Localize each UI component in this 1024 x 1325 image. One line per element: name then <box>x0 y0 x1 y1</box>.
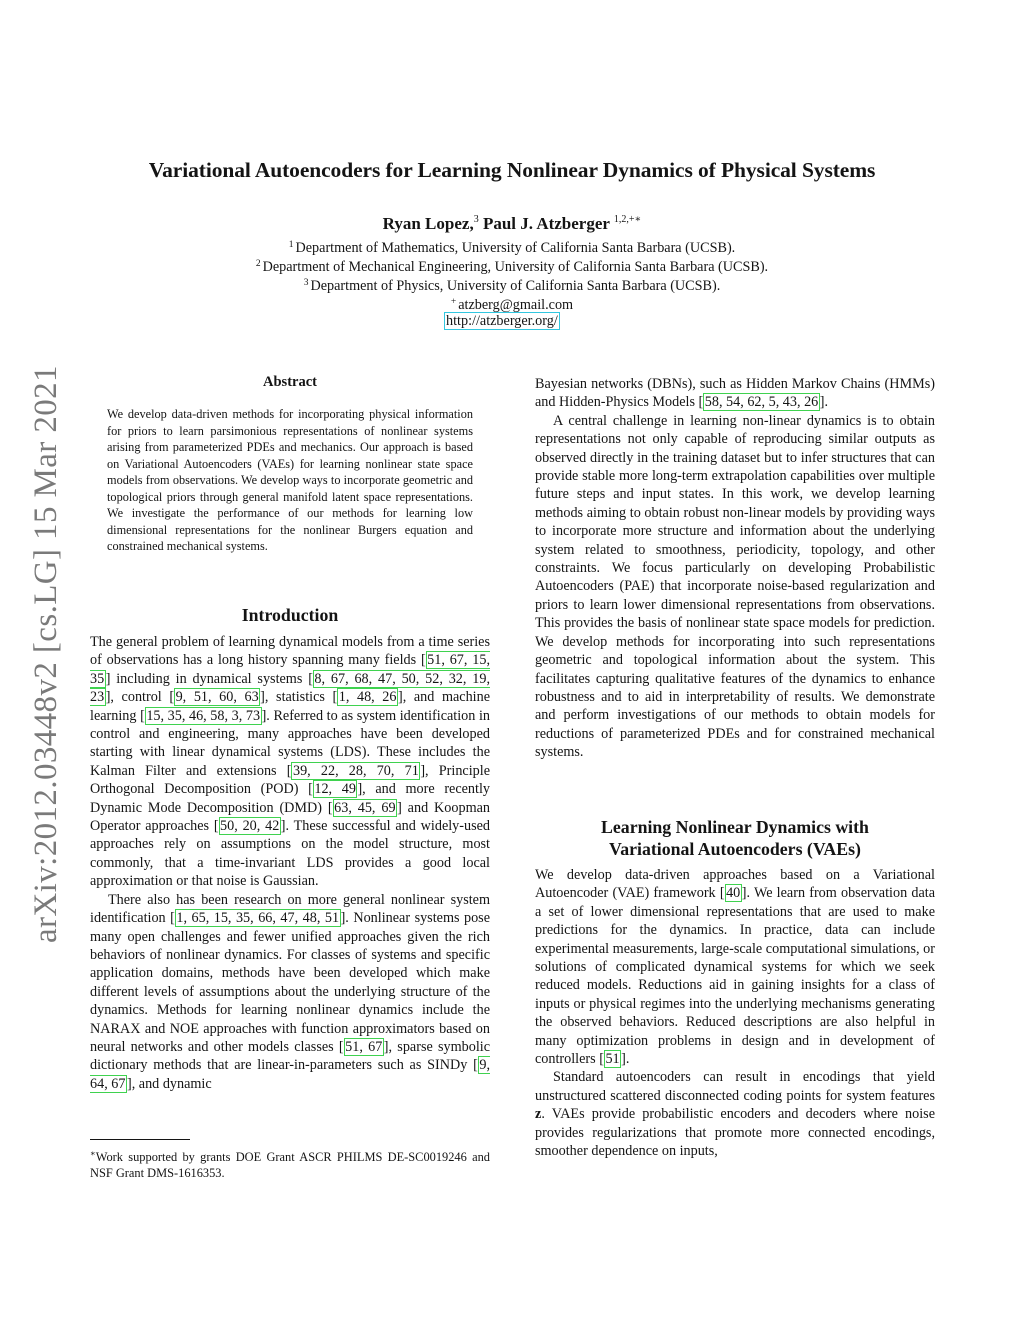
author-name: Paul J. Atzberger <box>482 214 610 233</box>
affiliation-number: 2 <box>255 259 261 269</box>
right-column-body-2 <box>535 866 935 1161</box>
author-line <box>0 210 1024 234</box>
affiliation-number: 3 <box>303 278 309 288</box>
footnote <box>90 1145 490 1181</box>
math-symbol: z <box>535 1106 542 1123</box>
text-run: Bayesian networks (DBNs), such as Hidden Markov Chains (HMMs) and Hidden-Physics Models [ <box>535 376 935 411</box>
paragraph <box>90 891 490 1093</box>
affiliation-number: 1 <box>288 240 294 250</box>
text-run: ], and machine learning [ <box>90 689 491 724</box>
paragraph: A central challenge in learning non-linear dynamics is to obtain representations not only capable of reproducing similar outputs as observed directly in the training dataset but to infer structures that can provide stable more long-term extrapolation capabilities over multiple future steps and input states. In this work, we develop learning methods aiming to obtain robust non-linear models by providing ways to incorporate more structure and information about the underlying system related to smoothness, periodicity, topology, and other constraints. We focus particularly on developing Probabilistic Autoencoders (PAE) that incorporate noise-based regularization and priors to learn lower dimensional representations from observations. This provides the basis of nonlinear state space models for prediction. We develop methods for incorporating into such representations geometric and topological information about the system. This facilitates capturing qualitative features of the dynamics to enhance robustness and to aid in interpretability of results. We demonstrate and perform investigations of our methods to obtain models for reductions of parameterized PDEs and for constrained mechanical systems. <box>535 412 935 761</box>
paper-title: Variational Autoencoders for Learning Nonlinear Dynamics of Physical Systems <box>148 158 876 182</box>
citation-link[interactable]: 9, 64, 67 <box>90 1057 490 1092</box>
affiliation <box>0 236 1024 257</box>
citation-link[interactable]: 12, 49 <box>314 781 356 798</box>
text-run: ]. We learn from observation data a set of lower dimensional representations that are used to make predictions for the dynamics. In practice, data can include experimental measurements, large-scale computational simulations, or solutions of complicated dynamical systems for which we seek reduced models. Reductions aid in gaining insights for a class of inputs or physical regimes into the underlying mechanisms generating the observed behaviors. Reduced descriptions are also helpful in many optimization problems in design and in development of controllers [ <box>535 885 935 1068</box>
right-column-body <box>535 375 935 762</box>
author-name: Ryan Lopez, <box>382 214 474 233</box>
author-affil-mark: 3 <box>473 214 479 225</box>
citation-link[interactable]: 9, 51, 60, 63 <box>175 689 259 706</box>
email-text: atzberg@gmail.com <box>458 297 574 313</box>
footnote-text: Work supported by grants DOE Grant ASCR PHILMS DE-SC0019246 and NSF Grant DMS-1616353. <box>90 1150 490 1180</box>
citation-link[interactable]: 1, 65, 15, 35, 66, 47, 48, 51 <box>176 910 340 927</box>
text-run: ] including in dynamical systems [ <box>105 670 313 687</box>
text-run: ]. These successful and widely-used approaches rely on assumptions on the model structure, most commonly, that a time-invariant LDS provides a good local approximation or that noise is Gaussian. <box>90 818 491 890</box>
paragraph <box>535 866 935 1068</box>
text-run: ], statistics [ <box>260 689 338 706</box>
abstract-heading: Abstract <box>263 374 317 390</box>
citation-link[interactable]: 15, 35, 46, 58, 3, 73 <box>146 707 261 724</box>
text-run: The general problem of learning dynamical models from a time series of observations has a long history spanning many fields [ <box>90 634 490 669</box>
text-run: ], and dynamic <box>126 1075 212 1092</box>
text-run: ], Principle Orthogonal Decomposition (POD) [ <box>90 762 490 798</box>
affiliation-number: + <box>450 297 457 307</box>
abstract-text: We develop data-driven methods for incorporating physical information for priors to learn parsimonious representations of nonlinear systems arising from parameterized PDEs and mechanics. Our approach is based on Variational Autoencoders (VAEs) for learning nonlinear state space models from observations. We develop ways to incorporate geometric and topological priors through general manifold latent space representations. We investigate the performance of our methods for learning low dimensional representations for the nonlinear Burgers equation and constrained mechanical systems. <box>107 407 473 553</box>
text-run: ], control [ <box>105 689 175 706</box>
author-affil-mark: 1,2,+∗ <box>613 214 642 225</box>
section-heading <box>535 816 935 860</box>
text-run: ]. <box>621 1051 630 1068</box>
paragraph <box>535 375 935 412</box>
citation-link[interactable]: 58, 54, 62, 5, 43, 26 <box>704 394 819 411</box>
citation-link[interactable]: 51, 67 <box>345 1038 383 1055</box>
left-column-body <box>90 633 490 1093</box>
citation-link[interactable]: 1, 48, 26 <box>338 689 397 706</box>
footnote-mark: ∗ <box>90 1148 96 1158</box>
affiliation-text: Department of Mechanical Engineering, University of California Santa Barbara (UCSB). <box>262 259 769 275</box>
paragraph <box>90 633 490 891</box>
text-run: ], sparse symbolic dictionary methods that are linear-in-parameters such as SINDy [ <box>90 1038 491 1074</box>
introduction-heading: Introduction <box>241 605 339 625</box>
homepage-link[interactable]: http://atzberger.org/ <box>446 313 558 329</box>
citation-link[interactable]: 39, 22, 28, 70, 71 <box>292 762 419 779</box>
affiliation-text: Department of Physics, University of California Santa Barbara (UCSB). <box>310 278 721 294</box>
text-run: There also has been research on more general nonlinear system identification [ <box>90 891 490 927</box>
citation-link[interactable]: 8, 67, 68, 47, 50, 52, 32, 19, 23 <box>90 670 490 706</box>
citation-link[interactable]: 63, 45, 69 <box>334 799 396 816</box>
text-run: . VAEs provide probabilistic encoders and decoders where noise provides regularizations that promote more connected encodings, smoother dependence on inputs, <box>535 1106 935 1160</box>
text-run: We develop data-driven approaches based on a Variational Autoencoder (VAE) framework [ <box>535 867 935 902</box>
text-run: Standard autoencoders can result in encodings that yield unstructured scattered disconnected coding points for system features <box>535 1069 935 1104</box>
citation-link[interactable]: 51 <box>605 1051 620 1068</box>
text-run: ], and more recently Dynamic Mode Decomposition (DMD) [ <box>90 781 491 816</box>
citation-link[interactable]: 40 <box>726 885 741 902</box>
text-run: ]. Referred to as system identification in control and engineering, many approaches have been developed starting with linear dynamical systems (LDS). These includes the Kalman Filter and extensions [ <box>90 707 490 779</box>
citation-link[interactable]: 51, 67, 15, 35 <box>90 652 490 687</box>
text-run: ]. <box>819 394 829 411</box>
heading-line: Variational Autoencoders (VAEs) <box>609 839 861 859</box>
text-run: ] and Koopman Operator approaches [ <box>90 799 490 835</box>
affiliation <box>0 274 1024 295</box>
heading-line: Learning Nonlinear Dynamics with <box>601 817 869 837</box>
contact-email <box>0 293 1024 314</box>
text-run: ]. Nonlinear systems pose many open challenges and fewer unified approaches given the rich behaviors of nonlinear dynamics. For classes of systems and specific application domains, methods have been developed which make different levels of assumptions about the underlying structure of the dynamics. Methods for learning nonlinear dynamics include the NARAX and NOE approaches with function approximators based on neural networks and other models classes [ <box>90 910 490 1055</box>
affiliation-text: Department of Mathematics, University of California Santa Barbara (UCSB). <box>295 240 736 256</box>
citation-link[interactable]: 50, 20, 42 <box>220 818 280 835</box>
paragraph <box>535 1068 935 1160</box>
footnote-rule <box>90 1139 190 1140</box>
affiliation <box>0 255 1024 276</box>
arxiv-side-stamp: arXiv:2012.03448v2 [cs.LG] 15 Mar 2021 <box>28 365 64 943</box>
